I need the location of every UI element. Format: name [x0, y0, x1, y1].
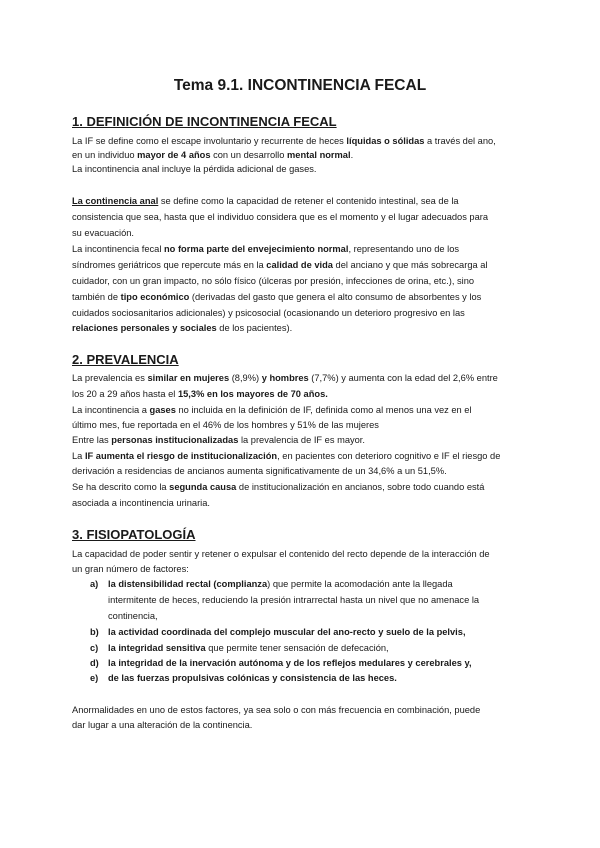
paragraph-line: La incontinencia fecal no forma parte del envejecimiento normal, representando uno de los [72, 244, 460, 254]
paragraph-line: cuidador, con un gran impacto, no sólo físico (úlceras por presión, infecciones de orina, etc.), sino [72, 276, 475, 286]
section-heading-fisiopatologia: 3. FISIOPATOLOGÍA [72, 527, 196, 542]
paragraph-line: La prevalencia es similar en mujeres (8,9%) y hombres (7,7%) y aumenta con la edad del 2,6% entre [72, 373, 498, 383]
paragraph-line: relaciones personales y sociales de los pacientes). [72, 323, 293, 333]
paragraph-line: La continencia anal se define como la capacidad de retener el contenido intestinal, sea de la [72, 196, 459, 206]
paragraph-line: derivación a residencias de ancianos aumenta significativamente de un 34,6% a un 51,5%. [72, 466, 447, 476]
paragraph-line: Se ha descrito como la segunda causa de institucionalización en ancianos, sobre todo cuando está [72, 482, 485, 492]
paragraph-line: consistencia que sea, hasta que el individuo considera que es el momento y el lugar adecuados para [72, 212, 489, 222]
paragraph-line: un gran número de factores: [72, 564, 189, 574]
page-title: Tema 9.1. INCONTINENCIA FECAL [173, 77, 427, 94]
paragraph-line: en un individuo mayor de 4 años con un desarrollo mental normal. [72, 150, 354, 160]
paragraph-line: su evacuación. [72, 228, 135, 238]
list-item-continuation: intermitente de heces, reduciendo la presión intrarrectal hasta un nivel que no amenace la [108, 595, 480, 605]
paragraph-line: La IF se define como el escape involuntario y recurrente de heces líquidas o sólidas a través del ano, [72, 136, 496, 146]
list-item: a) la distensibilidad rectal (complianza) que permite la acomodación ante la llegada [90, 579, 453, 589]
section-heading-definicion: 1. DEFINICIÓN DE INCONTINENCIA FECAL [72, 114, 337, 129]
list-item-continuation: continencia, [108, 611, 158, 621]
list-item: b) la actividad coordinada del complejo muscular del ano-recto y suelo de la pelvis, [90, 627, 466, 637]
list-item: e) de las fuerzas propulsivas colónicas y consistencia de las heces. [90, 673, 397, 683]
paragraph-line: también de tipo económico (derivadas del gasto que genera el alto consumo de absorbentes y los [72, 292, 482, 302]
paragraph-line: Anormalidades en uno de estos factores, ya sea solo o con más frecuencia en combinación, puede [72, 705, 481, 715]
paragraph-line: La incontinencia anal incluye la pérdida adicional de gases. [72, 164, 317, 174]
paragraph-line: síndromes geriátricos que repercute más en la calidad de vida del anciano y que más sobrecarga al [72, 260, 488, 270]
paragraph-line: Entre las personas institucionalizadas la prevalencia de IF es mayor. [72, 435, 365, 445]
paragraph-line: dar lugar a una alteración de la continencia. [72, 720, 253, 730]
paragraph-line: cuidados sociosanitarios adicionales) y psicosocial (ocasionando un deterioro progresivo en las [72, 308, 465, 318]
list-item: c) la integridad sensitiva que permite tener sensación de defecación, [90, 643, 389, 653]
paragraph-line: La capacidad de poder sentir y retener o expulsar el contenido del recto depende de la interacción de [72, 549, 490, 559]
list-item: d) la integridad de la inervación autónoma y de los reflejos medulares y cerebrales y, [90, 658, 472, 668]
paragraph-line: último mes, fue reportada en el 46% de los hombres y 51% de las mujeres [72, 420, 379, 430]
paragraph-line: La IF aumenta el riesgo de institucionalización, en pacientes con deterioro cognitivo e IF el riesgo de [72, 451, 501, 461]
paragraph-line: La incontinencia a gases no incluida en la definición de IF, definida como al menos una vez en el [72, 405, 472, 415]
paragraph-line: los 20 a 29 años hasta el 15,3% en los mayores de 70 años. [72, 389, 328, 399]
section-heading-prevalencia: 2. PREVALENCIA [72, 352, 179, 367]
paragraph-line: asociada a incontinencia urinaria. [72, 498, 210, 508]
